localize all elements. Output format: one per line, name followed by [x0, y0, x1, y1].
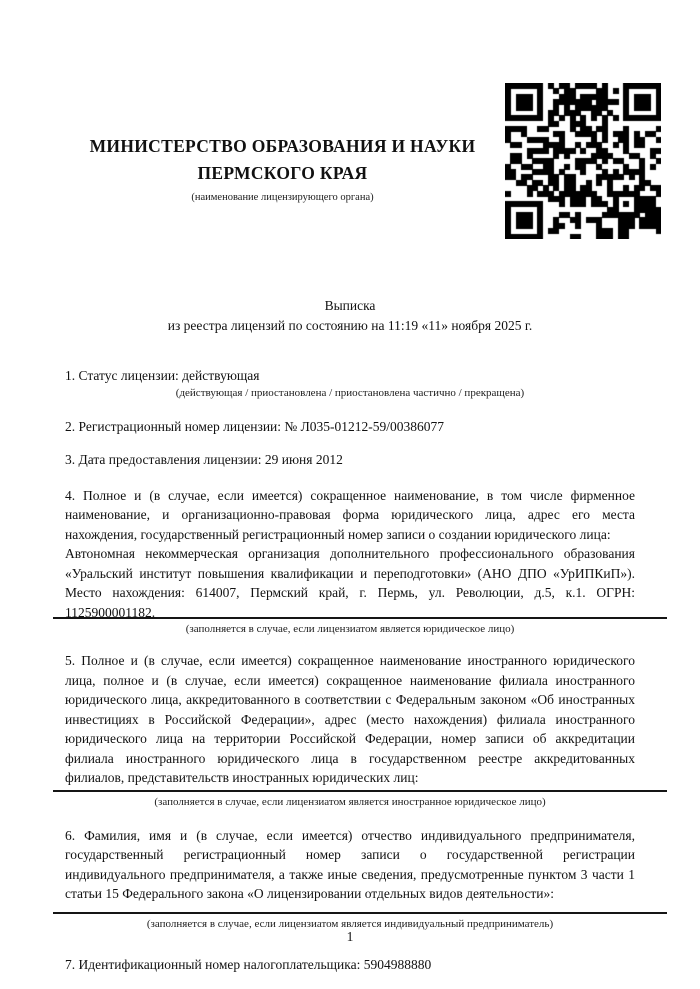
license-status-text: 1. Статус лицензии: действующая [65, 368, 260, 383]
foreign-legal-entity-caption: (заполняется в случае, если лицензиатом является иностранное юридическое лицо) [154, 795, 546, 808]
qr-code-icon [505, 83, 661, 239]
individual-entrepreneur-label: 6. Фамилия, имя и (в случае, если имеется) отчество индивидуального предпринимателя, государственный регистрационный номер записи о государственной регистрации индивидуального предпринимателя, а также иные сведения, предусмотренные пунктом 3 части 1 статьи 15 Федерального закона «О лицензировании отдельных видов деятельности»: [65, 827, 635, 901]
field-taxpayer-number [65, 955, 635, 975]
document-body [65, 296, 635, 974]
legal-entity-caption: (заполняется в случае, если лицензиатом является юридическое лицо) [185, 623, 515, 635]
fill-line [53, 790, 667, 792]
license-grant-date-text: 3. Дата предоставления лицензии: 29 июня 2012 [65, 452, 343, 467]
document-title: Выписка [324, 298, 376, 313]
foreign-legal-entity-label: 5. Полное и (в случае, если имеется) сокращенное наименование иностранного юридического лица, полное и (в случае, если имеется) сокращенное наименование филиала иностранного юридического лица, аккредитованного в соответствии с Федеральным законом «Об иностранных инвестициях в Российской Федерации», адрес (место нахождения) филиала иностранного юридического лица на территории Российской Федерации, номер записи об аккредитации филиала иностранного юридического лица в государственном реестре аккредитованных филиалов, представительств иностранных юридических лиц: [65, 653, 635, 785]
field-registration-number [65, 417, 635, 437]
licensing-authority-caption: (наименование лицензирующего органа) [191, 192, 374, 203]
field-legal-entity [65, 486, 635, 637]
registration-number-text: 2. Регистрационный номер лицензии: № Л035-01212-59/00386077 [65, 418, 445, 434]
ministry-name-line1: МИНИСТЕРСТВО ОБРАЗОВАНИЯ И НАУКИ [89, 136, 476, 156]
field-license-grant-date [65, 450, 635, 470]
document-header [65, 133, 500, 204]
ministry-name-line2: ПЕРМСКОГО КРАЯ [197, 163, 368, 183]
document-subtitle: из реестра лицензий по состоянию на 11:19 «11» ноября 2025 г. [167, 317, 533, 333]
field-license-status [65, 366, 635, 400]
field-foreign-legal-entity [65, 651, 635, 809]
individual-entrepreneur-caption: (заполняется в случае, если лицензиатом является индивидуальный предприниматель) [146, 917, 554, 930]
licensing-authority-name [65, 133, 500, 187]
license-status-options-caption: (действующая / приостановлена / приостановлена частично / прекращена) [175, 386, 525, 399]
taxpayer-number-text: 7. Идентификационный номер налогоплательщика: 5904988880 [65, 956, 432, 972]
fill-line [53, 912, 667, 914]
field-individual-entrepreneur [65, 826, 635, 931]
legal-entity-label: 4. Полное и (в случае, если имеется) сокращенное наименование, в том числе фирменное наименование, и организационно-правовая форма юридического лица, адрес его места нахождения, государственный регистрационный номер записи о создании юридического лица: [65, 487, 635, 542]
legal-entity-value: Автономная некоммерческая организация дополнительного профессионального образования «Уральский институт повышения квалификации и переподготовки» (АНО ДПО «УрИПКиП»). Место нахождения: 614007, Пермский край, г. Пермь, ул. Революции, д.5, к.1. ОГРН: 1125900001182. [65, 546, 635, 620]
page-number: 1 [346, 929, 354, 944]
